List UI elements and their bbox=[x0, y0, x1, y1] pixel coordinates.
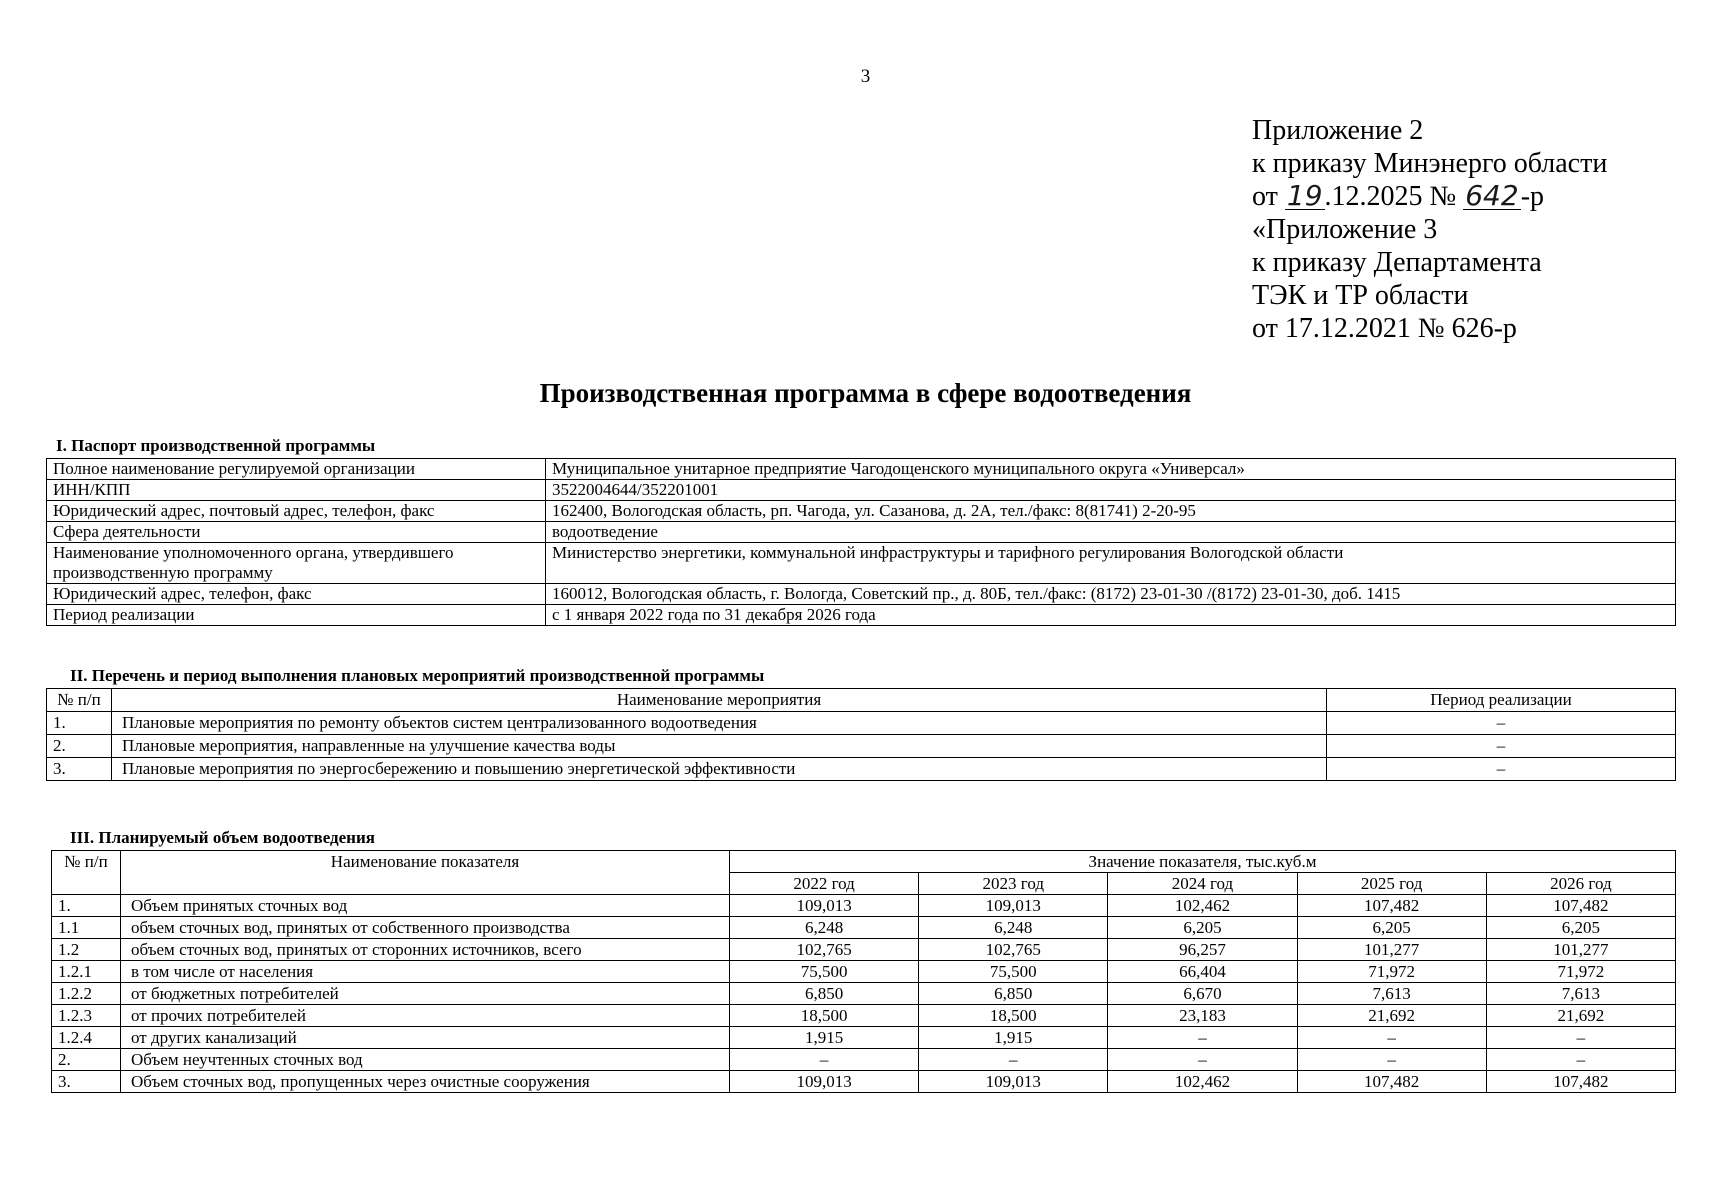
volume-value: 96,257 bbox=[1108, 939, 1297, 961]
date-rest: .12.2025 № bbox=[1324, 181, 1457, 212]
col-no-header: № п/п bbox=[52, 851, 121, 895]
volume-value: 109,013 bbox=[919, 1071, 1108, 1093]
volume-row bbox=[52, 1049, 1676, 1071]
measure-name: Плановые мероприятия, направленные на улучшение качества воды bbox=[112, 735, 1327, 758]
passport-label: ИНН/КПП bbox=[47, 480, 546, 501]
volume-name: от прочих потребителей bbox=[121, 1005, 730, 1027]
volume-value: 107,482 bbox=[1486, 895, 1675, 917]
measures-table bbox=[46, 688, 1676, 781]
measure-row bbox=[47, 735, 1676, 758]
appendix-block bbox=[1252, 114, 1607, 345]
passport-row bbox=[47, 480, 1676, 501]
volume-name: Объем сточных вод, пропущенных через очистные сооружения bbox=[121, 1071, 730, 1093]
passport-value: с 1 января 2022 года по 31 декабря 2026 года bbox=[546, 605, 1676, 626]
volume-name: Объем неучтенных сточных вод bbox=[121, 1049, 730, 1071]
volume-no: 1.2.2 bbox=[52, 983, 121, 1005]
passport-row bbox=[47, 522, 1676, 543]
volume-name: от бюджетных потребителей bbox=[121, 983, 730, 1005]
volume-value: – bbox=[1486, 1027, 1675, 1049]
col-name-header: Наименование показателя bbox=[121, 851, 730, 895]
col-period-header: Период реализации bbox=[1327, 689, 1676, 712]
col-name-header: Наименование мероприятия bbox=[112, 689, 1327, 712]
volume-value: 101,277 bbox=[1486, 939, 1675, 961]
passport-value: 162400, Вологодская область, рп. Чагода, ул. Сазанова, д. 2А, тел./факс: 8(81741) 2-20-95 bbox=[546, 501, 1676, 522]
volume-value: 18,500 bbox=[730, 1005, 919, 1027]
year-header: 2026 год bbox=[1486, 873, 1675, 895]
passport-row bbox=[47, 605, 1676, 626]
volume-value: 102,765 bbox=[730, 939, 919, 961]
volume-value: – bbox=[1297, 1027, 1486, 1049]
year-header: 2023 год bbox=[919, 873, 1108, 895]
measure-period: – bbox=[1327, 758, 1676, 781]
passport-label: Сфера деятельности bbox=[47, 522, 546, 543]
volume-value: 71,972 bbox=[1486, 961, 1675, 983]
passport-row bbox=[47, 584, 1676, 605]
col-value-header: Значение показателя, тыс.куб.м bbox=[730, 851, 1676, 873]
appendix-date-line bbox=[1252, 180, 1607, 213]
measure-name: Плановые мероприятия по ремонту объектов систем централизованного водоотведения bbox=[112, 712, 1327, 735]
handwritten-order-number: 642 bbox=[1465, 179, 1519, 212]
volume-row bbox=[52, 1071, 1676, 1093]
appendix-line-5: к приказу Департамента bbox=[1252, 247, 1542, 278]
volume-value: 6,850 bbox=[730, 983, 919, 1005]
passport-label: Юридический адрес, почтовый адрес, телефон, факс bbox=[47, 501, 546, 522]
volume-value: 75,500 bbox=[730, 961, 919, 983]
volume-value: 6,205 bbox=[1486, 917, 1675, 939]
volume-value: – bbox=[919, 1049, 1108, 1071]
passport-row bbox=[47, 459, 1676, 480]
volume-no: 1.2.1 bbox=[52, 961, 121, 983]
passport-value: Министерство энергетики, коммунальной инфраструктуры и тарифного регулирования Вологодской области bbox=[546, 543, 1676, 584]
volume-row bbox=[52, 895, 1676, 917]
volume-row bbox=[52, 961, 1676, 983]
passport-value: 3522004644/352201001 bbox=[546, 480, 1676, 501]
volume-name: объем сточных вод, принятых от сторонних источников, всего bbox=[121, 939, 730, 961]
volume-value: 6,248 bbox=[730, 917, 919, 939]
volume-value: 101,277 bbox=[1297, 939, 1486, 961]
volume-value: 1,915 bbox=[730, 1027, 919, 1049]
volume-value: 1,915 bbox=[919, 1027, 1108, 1049]
volume-value: 66,404 bbox=[1108, 961, 1297, 983]
volume-value: 6,248 bbox=[919, 917, 1108, 939]
appendix-line-1: Приложение 2 bbox=[1252, 115, 1424, 146]
volume-row bbox=[52, 939, 1676, 961]
measure-name: Плановые мероприятия по энергосбережению и повышению энергетической эффективности bbox=[112, 758, 1327, 781]
volume-value: 6,670 bbox=[1108, 983, 1297, 1005]
year-header: 2025 год bbox=[1297, 873, 1486, 895]
volume-no: 1.2.4 bbox=[52, 1027, 121, 1049]
volume-no: 2. bbox=[52, 1049, 121, 1071]
order-suffix: -р bbox=[1520, 181, 1545, 212]
volume-no: 3. bbox=[52, 1071, 121, 1093]
volume-value: 109,013 bbox=[730, 895, 919, 917]
passport-row bbox=[47, 543, 1676, 584]
passport-label: Период реализации bbox=[47, 605, 546, 626]
section-2-heading: II. Перечень и период выполнения плановых мероприятий производственной программы bbox=[70, 666, 765, 685]
volume-value: 109,013 bbox=[919, 895, 1108, 917]
volume-value: 18,500 bbox=[919, 1005, 1108, 1027]
volume-name: объем сточных вод, принятых от собственного производства bbox=[121, 917, 730, 939]
volume-table bbox=[51, 850, 1676, 1093]
measures-header-row bbox=[47, 689, 1676, 712]
volume-value: – bbox=[1108, 1049, 1297, 1071]
volume-no: 1.2.3 bbox=[52, 1005, 121, 1027]
date-prefix: от bbox=[1252, 181, 1278, 212]
volume-value: 6,205 bbox=[1108, 917, 1297, 939]
volume-value: 107,482 bbox=[1486, 1071, 1675, 1093]
volume-value: – bbox=[1108, 1027, 1297, 1049]
handwritten-day: 19 bbox=[1286, 179, 1323, 212]
volume-no: 1.2 bbox=[52, 939, 121, 961]
volume-name: от других канализаций bbox=[121, 1027, 730, 1049]
volume-name: Объем принятых сточных вод bbox=[121, 895, 730, 917]
passport-label: Полное наименование регулируемой организации bbox=[47, 459, 546, 480]
volume-value: 109,013 bbox=[730, 1071, 919, 1093]
passport-table bbox=[46, 458, 1676, 626]
volume-value: 6,850 bbox=[919, 983, 1108, 1005]
volume-row bbox=[52, 983, 1676, 1005]
volume-row bbox=[52, 1027, 1676, 1049]
volume-value: – bbox=[1297, 1049, 1486, 1071]
year-header: 2022 год bbox=[730, 873, 919, 895]
volume-value: 6,205 bbox=[1297, 917, 1486, 939]
volume-value: 21,692 bbox=[1297, 1005, 1486, 1027]
year-header: 2024 год bbox=[1108, 873, 1297, 895]
passport-label: Наименование уполномоченного органа, утвердившего производственную программу bbox=[47, 543, 546, 584]
volume-value: 23,183 bbox=[1108, 1005, 1297, 1027]
volume-value: 71,972 bbox=[1297, 961, 1486, 983]
col-no-header: № п/п bbox=[47, 689, 112, 712]
volume-value: 21,692 bbox=[1486, 1005, 1675, 1027]
volume-value: 102,462 bbox=[1108, 895, 1297, 917]
passport-row bbox=[47, 501, 1676, 522]
volume-value: 7,613 bbox=[1486, 983, 1675, 1005]
measure-no: 3. bbox=[47, 758, 112, 781]
appendix-line-2: к приказу Минэнерго области bbox=[1252, 148, 1608, 179]
volume-row bbox=[52, 1005, 1676, 1027]
measure-row bbox=[47, 712, 1676, 735]
volume-value: 75,500 bbox=[919, 961, 1108, 983]
volume-value: 102,462 bbox=[1108, 1071, 1297, 1093]
section-3-heading: III. Планируемый объем водоотведения bbox=[70, 828, 375, 847]
appendix-line-4: «Приложение 3 bbox=[1252, 214, 1438, 245]
passport-value: водоотведение bbox=[546, 522, 1676, 543]
volume-value: – bbox=[1486, 1049, 1675, 1071]
section-1-heading: I. Паспорт производственной программы bbox=[56, 436, 376, 455]
volume-header-row-1 bbox=[52, 851, 1676, 873]
volume-value: 102,765 bbox=[919, 939, 1108, 961]
volume-value: 107,482 bbox=[1297, 1071, 1486, 1093]
volume-value: 7,613 bbox=[1297, 983, 1486, 1005]
document-title: Производственная программа в сфере водоотведения bbox=[539, 378, 1192, 408]
volume-row bbox=[52, 917, 1676, 939]
appendix-line-6: ТЭК и ТР области bbox=[1252, 280, 1469, 311]
measure-no: 2. bbox=[47, 735, 112, 758]
passport-value: Муниципальное унитарное предприятие Чагодощенского муниципального округа «Универсал» bbox=[546, 459, 1676, 480]
passport-label: Юридический адрес, телефон, факс bbox=[47, 584, 546, 605]
measure-row bbox=[47, 758, 1676, 781]
appendix-line-7: от 17.12.2021 № 626-р bbox=[1252, 313, 1517, 344]
page-number: 3 bbox=[860, 66, 871, 87]
measure-period: – bbox=[1327, 712, 1676, 735]
volume-value: 107,482 bbox=[1297, 895, 1486, 917]
measure-period: – bbox=[1327, 735, 1676, 758]
volume-no: 1. bbox=[52, 895, 121, 917]
volume-no: 1.1 bbox=[52, 917, 121, 939]
passport-value: 160012, Вологодская область, г. Вологда, Советский пр., д. 80Б, тел./факс: (8172) 23-01-30 /(8172) 23-01-30, доб. 1415 bbox=[546, 584, 1676, 605]
volume-value: – bbox=[730, 1049, 919, 1071]
measure-no: 1. bbox=[47, 712, 112, 735]
volume-name: в том числе от населения bbox=[121, 961, 730, 983]
